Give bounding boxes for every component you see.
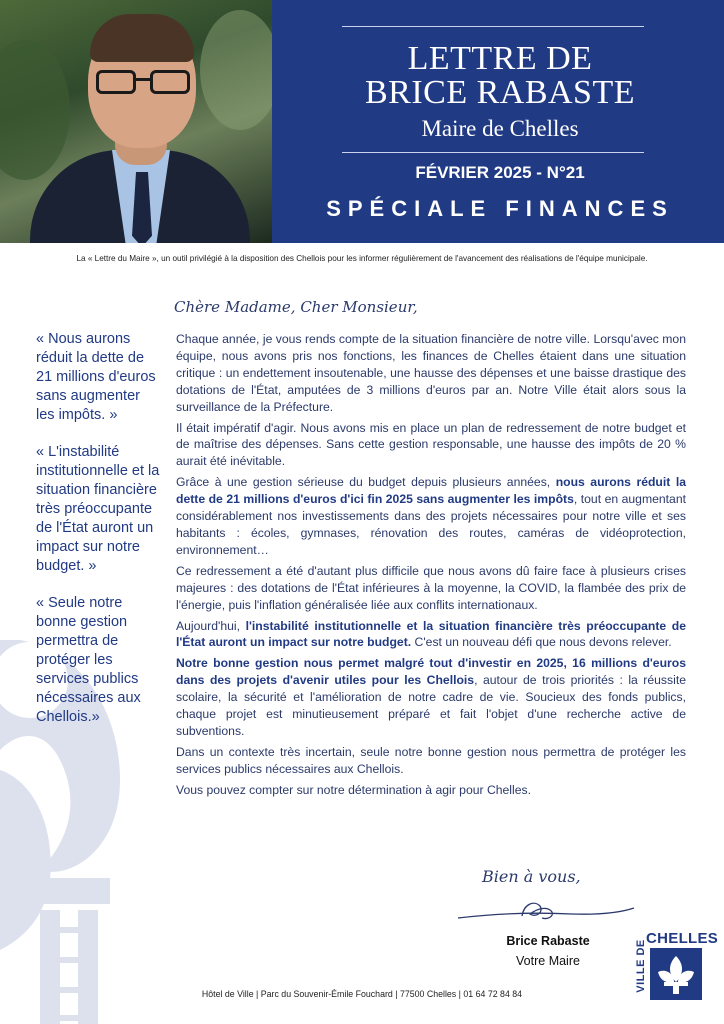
- letter-title-line1: LETTRE DE: [407, 40, 593, 77]
- signer-role: Votre Maire: [516, 954, 580, 968]
- body-paragraph: Notre bonne gestion nous permet malgré tout d'investir en 2025, 16 millions d'euros dans des projets d'avenir utiles pour les Chellois, autour de trois priorités : la réussite scolaire, la sécurité et l'amélioration de notre cadre de vie. Soucieux des fonds publics, chaque projet est minutieusement préparé et fait l'objet d'une recherche active de subventions.: [176, 656, 686, 738]
- logo-wordmark-chelles: CHELLES: [646, 930, 719, 947]
- header-divider-bottom: [342, 152, 644, 153]
- handwritten-salutation: [172, 292, 472, 328]
- handwritten-closing: [478, 856, 638, 896]
- body-paragraph: Aujourd'hui, l'instabilité institutionnelle et la situation financière très préoccupante de l'État auront un impact sur notre budget. C'est un nouveau défi que nous devons relever.: [176, 618, 686, 650]
- letter-body: [176, 331, 686, 803]
- intro-text: La « Lettre du Maire », un outil privilégié à la disposition des Chellois pour les informer régulièrement de l'avancement des réalisations de l'équipe municipale.: [76, 254, 648, 263]
- footer-address: Hôtel de Ville | Parc du Souvenir-Émile Fouchard | 77500 Chelles | 01 64 72 84 84: [201, 989, 523, 999]
- pull-quote: « L'instabilité institutionnelle et la situation financière très préoccupante de l'État auront un impact sur notre budget. »: [36, 444, 160, 574]
- issue-number: FÉVRIER 2025 - N°21: [415, 163, 585, 182]
- svg-text:Bien à vous,: Bien à vous,: [482, 867, 581, 886]
- pull-quotes: [36, 330, 160, 745]
- svg-text:Chère Madame, Cher Monsieur,: Chère Madame, Cher Monsieur,: [174, 298, 418, 316]
- body-paragraph: Ce redressement a été d'autant plus difficile que nous avons dû faire face à plusieurs crises majeures : des dotations de l'État inférieures à la moyenne, la COVID, la flambée des prix de l'énergie, puis l'inflation généralisée liée aux conflits internationaux.: [176, 563, 686, 612]
- header-banner: [0, 0, 724, 243]
- letter-title-line2: BRICE RABASTE: [364, 74, 636, 111]
- mayor-portrait-photo: [0, 0, 272, 243]
- special-edition-heading: SPÉCIALE FINANCES: [326, 196, 674, 221]
- logo-wordmark-ville-de: VILLE DE: [635, 939, 647, 993]
- letter-subtitle: Maire de Chelles: [421, 116, 579, 141]
- body-paragraph: Chaque année, je vous rends compte de la situation financière de notre ville. Lorsqu'avec mon équipe, nous avons pris nos fonctions, les finances de Chelles étaient dans une situation critique : un endettement insoutenable, une hausse des dépenses et une baisse drastique des dotations de l'État, amputées de 3 millions d'euros par an. Notre Ville était alors sous la surveillance de la Préfecture.: [176, 332, 686, 414]
- header-divider-top: [342, 26, 644, 27]
- signature-scribble: [452, 896, 638, 926]
- body-paragraph: Vous pouvez compter sur notre détermination à agir pour Chelles.: [176, 782, 531, 797]
- body-paragraph: Il était impératif d'agir. Nous avons mis en place un plan de redressement de notre budget et de maîtrise des dépenses. Sans cette gestion responsable, une hausse des impôts de 20 % aurait été inévitable.: [176, 420, 686, 469]
- pull-quote: « Seule notre bonne gestion permettra de protéger les services publics nécessaires aux Chellois.»: [36, 595, 141, 725]
- pull-quote: « Nous aurons réduit la dette de 21 millions d'euros sans augmenter les impôts. »: [36, 331, 156, 423]
- body-paragraph: Dans un contexte très incertain, seule notre bonne gestion nous permettra de protéger les services publics nécessaires aux Chellois.: [176, 744, 686, 776]
- signer-name: Brice Rabaste: [506, 934, 590, 948]
- body-paragraph: Grâce à une gestion sérieuse du budget depuis plusieurs années, nous aurons réduit la dette de 21 millions d'euros d'ici fin 2025 sans augmenter les impôts, tout en augmentant considérablement nos investissements dans des projets nécessaires pour notre ville et ses habitants : écoles, gymnases, rénovation des routes, caméras de vidéoprotection, environnement…: [176, 475, 687, 557]
